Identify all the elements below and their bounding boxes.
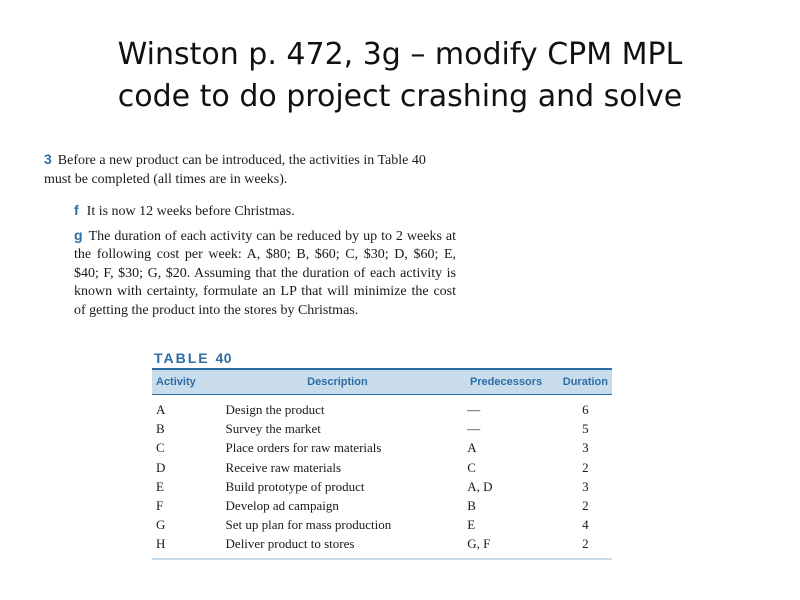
- cell-description: Survey the market: [225, 421, 321, 437]
- table-row: [152, 438, 612, 457]
- cell-predecessors: A, D: [467, 478, 493, 494]
- activity-table: [152, 348, 612, 560]
- cell-description: Develop ad campaign: [225, 498, 339, 514]
- table-row: [152, 515, 612, 534]
- table-caption-number: 40: [215, 350, 233, 366]
- cell-activity: D: [156, 459, 166, 475]
- cell-description: Receive raw materials: [225, 459, 342, 475]
- cell-duration: 2: [582, 498, 589, 514]
- table-row: [152, 496, 612, 515]
- slide-title-line-2: code to do project crashing and solve: [117, 79, 683, 114]
- part-f-label: f: [74, 202, 79, 218]
- part-g-label: g: [74, 226, 83, 243]
- problem-number: 3: [44, 151, 52, 167]
- cell-predecessors: —: [467, 421, 481, 437]
- cell-activity: H: [152, 534, 222, 558]
- part-f: [74, 201, 456, 222]
- table-row: [152, 395, 612, 420]
- cell-activity: F: [156, 498, 164, 514]
- cell-duration: 6: [582, 402, 589, 418]
- cell-predecessors: C: [467, 459, 476, 475]
- table-caption-word: TABLE: [154, 350, 210, 366]
- table-row: [152, 477, 612, 496]
- part-f-text: It is now 12 weeks before Christmas.: [86, 204, 295, 219]
- header-description: Description: [222, 369, 454, 395]
- cell-activity: E: [156, 478, 164, 494]
- problem-intro-text: Before a new product can be introduced, the activities in Table 40 must be completed (all times are in weeks).: [44, 153, 426, 187]
- cell-duration: 3: [582, 478, 589, 494]
- slide-title: [0, 34, 800, 118]
- cell-activity: B: [156, 421, 165, 437]
- cell-description: Place orders for raw materials: [225, 440, 382, 456]
- table-row: [152, 419, 612, 438]
- part-g-text: The duration of each activity can be reduced by up to 2 weeks at the following cost per week: A, $80; B, $60; C, $30; D, $60; E, $40; F, $30; G, $20. Assuming that the duration of each activity is known with certainty, formulate an LP that will minimize the cost of getting the product into the stores by Christmas.: [74, 228, 456, 318]
- part-g: [74, 226, 456, 321]
- activities-table: [152, 368, 612, 560]
- header-duration: Duration: [559, 369, 612, 395]
- cell-predecessors: B: [467, 498, 476, 514]
- cell-duration: 4: [582, 517, 589, 533]
- cell-description: Design the product: [225, 402, 325, 418]
- cell-duration: 2: [559, 534, 612, 558]
- header-predecessors: Predecessors: [453, 369, 558, 395]
- cell-description: Build prototype of product: [225, 478, 365, 494]
- problem-excerpt: [44, 150, 456, 320]
- problem-intro: [44, 150, 456, 189]
- cell-predecessors: A: [467, 440, 477, 456]
- cell-activity: A: [156, 402, 166, 418]
- cell-duration: 5: [582, 421, 589, 437]
- table-row: [152, 458, 612, 477]
- cell-activity: C: [156, 440, 165, 456]
- table-caption: [152, 348, 612, 368]
- cell-description: Set up plan for mass production: [225, 517, 392, 533]
- cell-description: Deliver product to stores: [222, 534, 454, 558]
- cell-duration: 2: [582, 459, 589, 475]
- header-activity: Activity: [152, 369, 222, 395]
- cell-activity: G: [156, 517, 166, 533]
- cell-predecessors: E: [467, 517, 476, 533]
- cell-predecessors: G, F: [453, 534, 558, 558]
- cell-predecessors: —: [467, 402, 481, 418]
- table-header-row: [152, 369, 612, 395]
- slide-title-line-1: Winston p. 472, 3g – modify CPM MPL: [117, 37, 683, 72]
- cell-duration: 3: [582, 440, 589, 456]
- table-row: [152, 534, 612, 558]
